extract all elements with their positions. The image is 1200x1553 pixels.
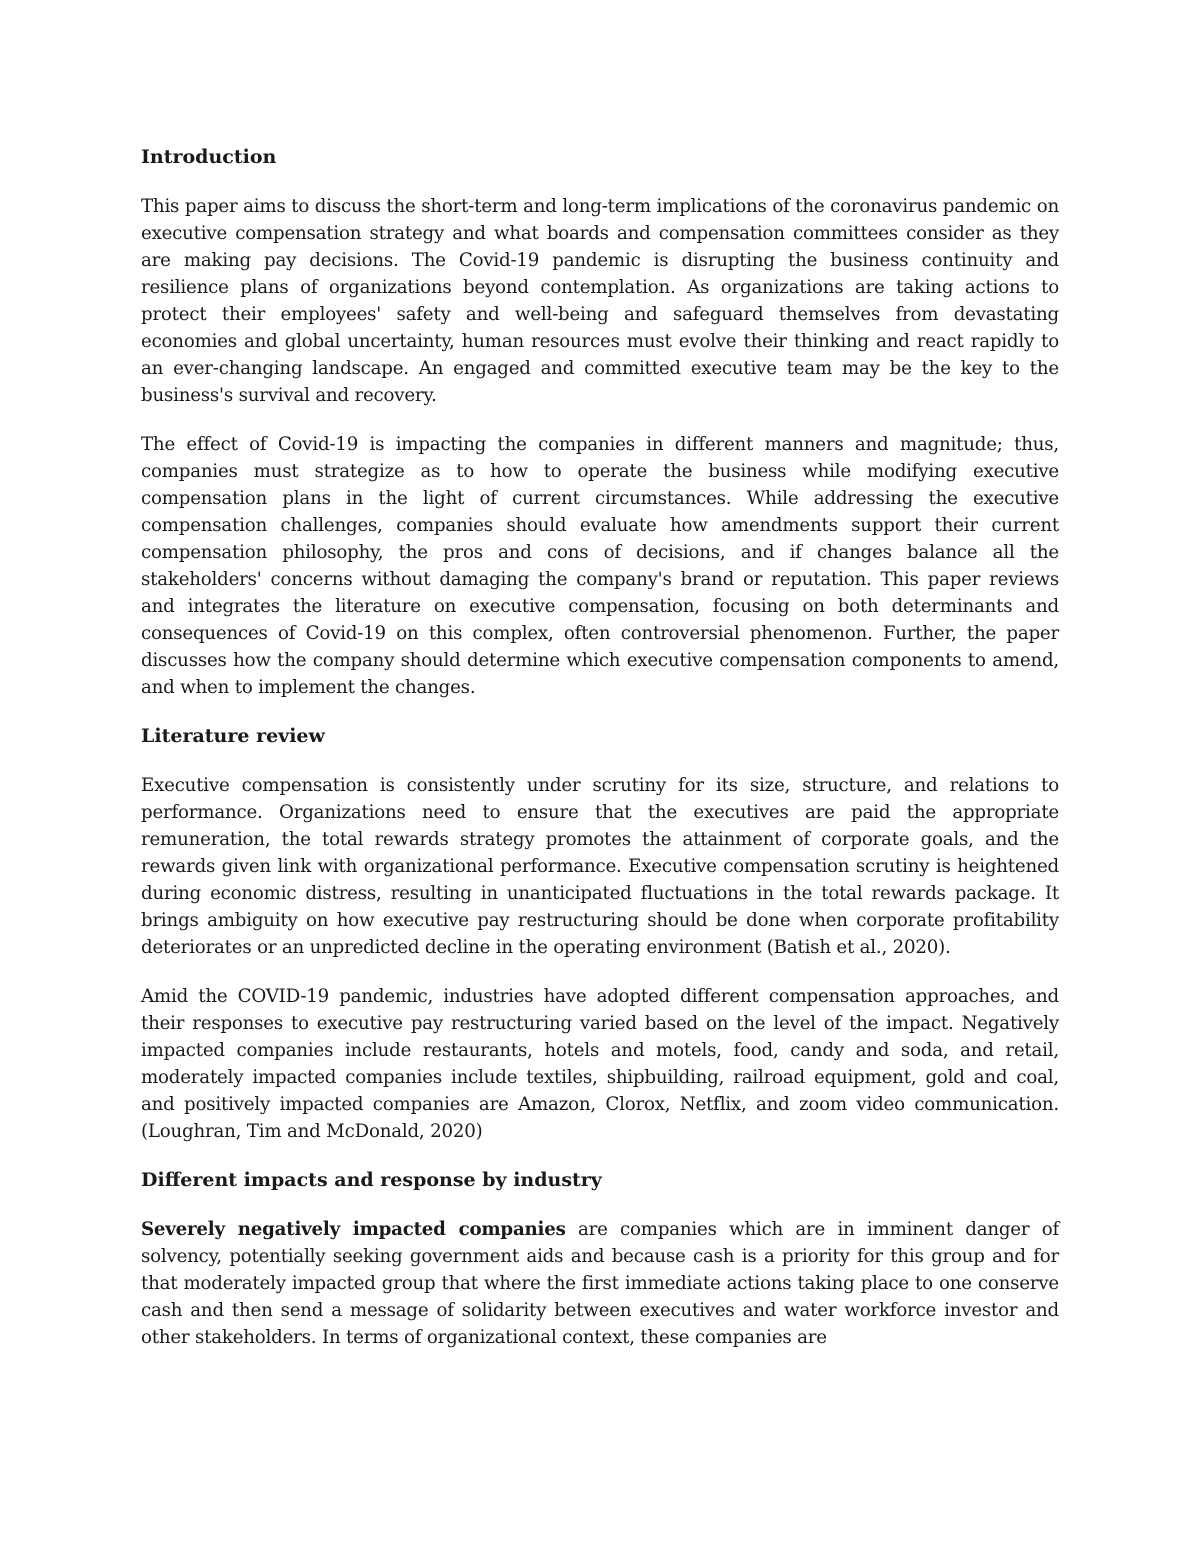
- paragraph: Amid the COVID-19 pandemic, industries have adopted different compensation approaches, and their responses to executive pay restructuring varied based on the level of the impact. Negatively impacted companies include restaurants, hotels and motels, food, candy and soda, and retail, moderately impacted companies include textiles, shipbuilding, railroad equipment, gold and coal, and positively impacted companies are Amazon, Clorox, Netflix, and zoom video communication. (Loughran, Tim and McDonald, 2020): [141, 986, 1059, 1142]
- section-heading-literature-review: Literature review: [141, 725, 325, 747]
- paragraph: The effect of Covid-19 is impacting the companies in different manners and magnitude; thus, companies must strategize as to how to operate the business while modifying executive compensation plans in the light of current circumstances. While addressing the executive compensation challenges, companies should evaluate how amendments support their current compensation philosophy, the pros and cons of decisions, and if changes balance all the stakeholders' concerns without damaging the company's brand or reputation. This paper reviews and integrates the literature on executive compensation, focusing on both determinants and consequences of Covid-19 on this complex, often controversial phenomenon. Further, the paper discusses how the company should determine which executive compensation components to amend, and when to implement the changes.: [141, 434, 1059, 698]
- document-body: [141, 140, 1059, 1373]
- paragraph: Executive compensation is consistently under scrutiny for its size, structure, and relations to performance. Organizations need to ensure that the executives are paid the appropriate remuneration, the total rewards strategy promotes the attainment of corporate goals, and the rewards given link with organizational performance. Executive compensation scrutiny is heightened during economic distress, resulting in unanticipated fluctuations in the total rewards package. It brings ambiguity on how executive pay restructuring should be done when corporate profitability deteriorates or an unpredicted decline in the operating environment (Batish et al., 2020).: [141, 775, 1059, 958]
- section-heading-different-impacts: Different impacts and response by industry: [141, 1169, 602, 1191]
- paragraph-text: are companies which are in imminent danger of solvency, potentially seeking government aids and because cash is a priority for this group and for that moderately impacted group that where the first immediate actions taking place to one conserve cash and then send a message of solidarity between executives and water workforce investor and other stakeholders. In terms of organizational context, these companies are: [141, 1219, 1059, 1348]
- paragraph: This paper aims to discuss the short-term and long-term implications of the coronavirus pandemic on executive compensation strategy and what boards and compensation committees consider as they are making pay decisions. The Covid-19 pandemic is disrupting the business continuity and resilience plans of organizations beyond contemplation. As organizations are taking actions to protect their employees' safety and well-being and safeguard themselves from devastating economies and global uncertainty, human resources must evolve their thinking and react rapidly to an ever-changing landscape. An engaged and committed executive team may be the key to the business's survival and recovery.: [141, 196, 1059, 406]
- paragraph-severely-impacted: [141, 1216, 1059, 1351]
- section-heading-introduction: Introduction: [141, 146, 277, 168]
- bold-lead-text: Severely negatively impacted companies: [141, 1219, 566, 1240]
